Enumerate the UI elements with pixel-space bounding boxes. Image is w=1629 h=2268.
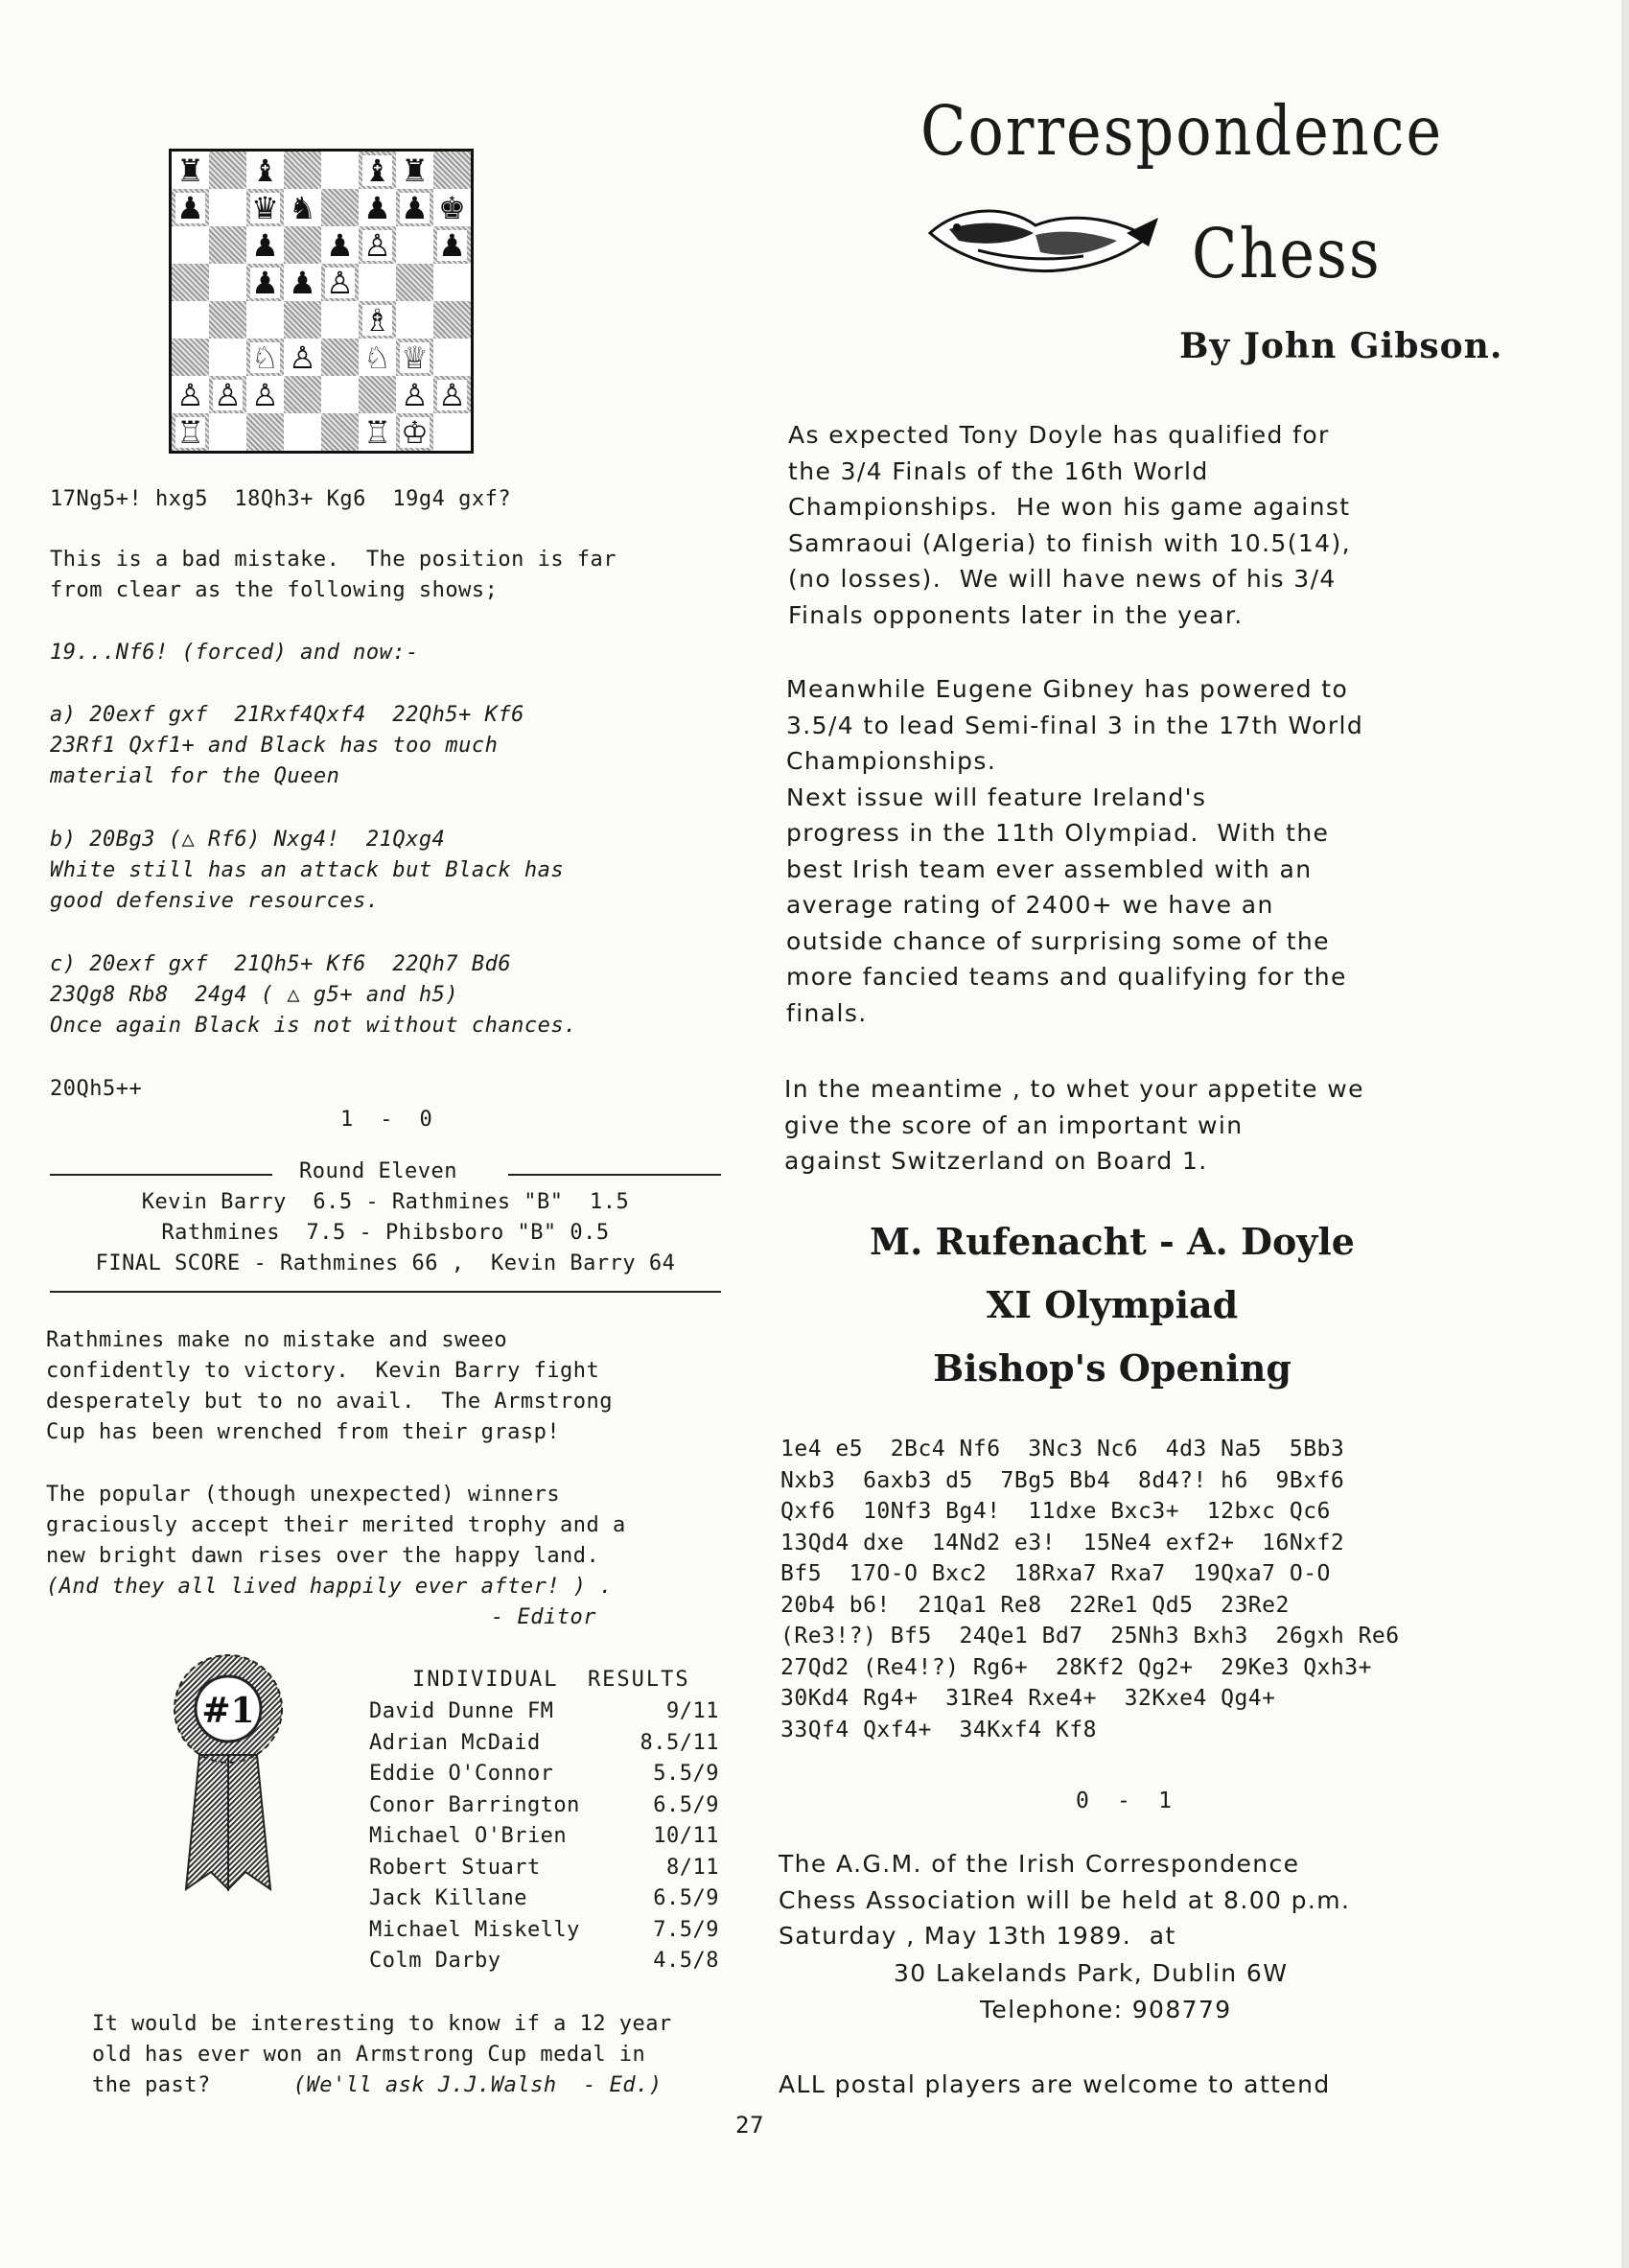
chess-piece-icon: ♙ xyxy=(214,376,242,413)
moves-line: 30Kd4 Rg4+ 31Re4 Rxe4+ 32Kxe4 Qg4+ xyxy=(780,1686,1276,1711)
result-name: Eddie O'Connor xyxy=(369,1762,554,1786)
chess-piece-icon: ♙ xyxy=(176,376,204,413)
game-heading xyxy=(786,1210,1438,1400)
analysis-intro xyxy=(50,545,617,606)
variation-c xyxy=(50,949,577,1041)
text-line: (no losses). We will have news of his 3/4 xyxy=(788,565,1337,593)
board-square xyxy=(359,413,396,451)
board-square xyxy=(433,189,471,226)
board-square xyxy=(284,413,321,451)
board-square xyxy=(209,339,246,376)
text-line: 23Rf1 Qxf1+ and Black has too much xyxy=(50,734,499,758)
moves-line: Bf5 17O-O Bxc2 18Rxa7 Rxa7 19Qxa7 O-O xyxy=(780,1561,1331,1586)
closing-line: ALL postal players are welcome to attend xyxy=(779,2070,1331,2098)
chess-piece-icon: ♟ xyxy=(251,226,279,264)
text-line: outside chance of surprising some of the xyxy=(786,926,1330,955)
board-square xyxy=(396,152,433,189)
board-square xyxy=(396,413,433,451)
forced-line: 19...Nf6! (forced) and now:- xyxy=(50,641,419,665)
text-line: Championships. xyxy=(786,747,997,775)
divider-left xyxy=(50,1174,272,1176)
result-name: Michael Miskelly xyxy=(369,1917,580,1942)
board-square xyxy=(359,264,396,301)
board-square xyxy=(284,301,321,339)
board-square xyxy=(284,152,321,189)
result-score: 6.5/9 xyxy=(653,1886,719,1910)
board-square xyxy=(321,301,359,339)
board-square xyxy=(433,152,471,189)
olympiad-paragraph xyxy=(786,671,1363,1031)
match-report xyxy=(46,1325,613,1448)
chess-piece-icon: ♜ xyxy=(401,152,429,189)
chess-piece-icon: ♜ xyxy=(176,152,204,189)
chess-piece-icon: ♟ xyxy=(438,226,466,264)
board-square xyxy=(396,189,433,226)
moves-line: 27Qd2 (Re4!?) Rg6+ 28Kf2 Qg2+ 29Ke3 Qxh3+ xyxy=(780,1654,1372,1680)
text-line: best Irish team ever assembled with an xyxy=(786,854,1313,883)
text-line: In the meantime , to whet your appetite we xyxy=(784,1075,1364,1103)
board-square xyxy=(321,339,359,376)
editor-note: (We'll ask J.J.Walsh - Ed.) xyxy=(292,2073,663,2097)
board-square xyxy=(359,301,396,339)
qualifying-paragraph xyxy=(788,417,1351,633)
board-square xyxy=(284,376,321,413)
board-square xyxy=(396,226,433,264)
appetite-paragraph xyxy=(784,1071,1364,1180)
text-line: average rating of 2400+ we have an xyxy=(786,891,1274,919)
moves-line: 1e4 e5 2Bc4 Nf6 3Nc3 Nc6 4d3 Na5 5Bb3 xyxy=(780,1437,1345,1461)
game-result: 1 - 0 xyxy=(340,1108,433,1132)
board-square xyxy=(209,301,246,339)
result-name: Robert Stuart xyxy=(369,1855,541,1880)
winners-paragraph xyxy=(46,1480,626,1602)
chess-piece-icon: ♘ xyxy=(251,339,279,376)
result-score: 6.5/9 xyxy=(653,1792,719,1817)
variation-b xyxy=(50,825,564,917)
text-line: Chess Association will be held at 8.00 p.m. xyxy=(779,1885,1351,1914)
board-square xyxy=(433,264,471,301)
board-square xyxy=(396,339,433,376)
moves-line: Nxb3 6axb3 d5 7Bg5 Bb4 8d4?! h6 9Bxf6 xyxy=(780,1467,1345,1493)
board-square xyxy=(396,301,433,339)
result-score: 4.5/8 xyxy=(653,1949,719,1973)
final-score-line: FINAL SCORE - Rathmines 66 , Kevin Barry 64 xyxy=(95,1251,676,1275)
board-square xyxy=(433,301,471,339)
text-line xyxy=(92,2070,672,2101)
board-square xyxy=(321,376,359,413)
result-score: 7.5/9 xyxy=(653,1917,719,1942)
moves-line: 33Qf4 Qxf4+ 34Kxf4 Kf8 xyxy=(780,1717,1097,1742)
results-title: INDIVIDUAL RESULTS xyxy=(412,1668,690,1692)
moves-line: 17Ng5+! hxg5 18Qh3+ Kg6 19g4 gxf? xyxy=(50,487,512,511)
text-line: the 3/4 Finals of the 16th World xyxy=(788,456,1209,485)
board-square xyxy=(172,226,209,264)
text-line: against Switzerland on Board 1. xyxy=(784,1147,1208,1175)
chess-piece-icon: ♚ xyxy=(438,189,466,226)
board-square xyxy=(321,264,359,301)
board-square xyxy=(284,226,321,264)
board-square xyxy=(209,226,246,264)
board-square xyxy=(321,152,359,189)
board-square xyxy=(284,264,321,301)
chess-piece-icon: ♖ xyxy=(176,413,204,451)
board-square xyxy=(209,376,246,413)
chess-piece-icon: ♗ xyxy=(363,301,391,339)
text-line: Samraoui (Algeria) to finish with 10.5(14), xyxy=(788,528,1351,557)
chess-piece-icon: ♟ xyxy=(251,264,279,301)
text-line: b) 20Bg3 (△ Rf6) Nxg4! 21Qxg4 xyxy=(50,828,446,852)
board-square xyxy=(172,301,209,339)
final-move: 20Qh5++ xyxy=(50,1077,143,1101)
text-line: new bright dawn rises over the happy land. xyxy=(46,1544,600,1568)
byline: By John Gibson. xyxy=(1179,326,1503,366)
chess-piece-icon: ♙ xyxy=(251,376,279,413)
chess-piece-icon: ♔ xyxy=(401,413,429,451)
board-square xyxy=(246,189,284,226)
text-line: (And they all lived happily ever after! ) . xyxy=(46,1575,614,1599)
moves-line: (Re3!?) Bf5 24Qe1 Bd7 25Nh3 Bxh3 26gxh Re6 xyxy=(780,1624,1400,1648)
board-square xyxy=(172,376,209,413)
chess-piece-icon: ♞ xyxy=(289,189,316,226)
text-line: 3.5/4 to lead Semi-final 3 in the 17th World xyxy=(786,711,1364,739)
agm-notice xyxy=(779,1846,1350,1954)
board-square xyxy=(246,339,284,376)
game-score xyxy=(780,1434,1400,1745)
board-square xyxy=(433,226,471,264)
agm-address: 30 Lakelands Park, Dublin 6W xyxy=(894,1959,1289,1987)
result-score: 9/11 xyxy=(666,1699,719,1723)
board-square xyxy=(284,189,321,226)
game-players: M. Rufenacht - A. Doyle xyxy=(870,1220,1355,1263)
score-line: Rathmines 7.5 - Phibsboro "B" 0.5 xyxy=(161,1221,610,1245)
chess-piece-icon: ♛ xyxy=(251,189,279,226)
chess-piece-icon: ♟ xyxy=(326,226,354,264)
score-line: Kevin Barry 6.5 - Rathmines "B" 1.5 xyxy=(141,1190,630,1214)
page-number: 27 xyxy=(735,2112,764,2139)
text-line: graciously accept their merited trophy and a xyxy=(46,1513,626,1537)
text-line: desperately but to no avail. The Armstrong xyxy=(46,1390,614,1414)
text-line: Next issue will feature Ireland's xyxy=(786,783,1207,811)
board-square xyxy=(433,376,471,413)
board-square xyxy=(321,189,359,226)
text-line: As expected Tony Doyle has qualified for xyxy=(788,421,1330,449)
text-line: from clear as the following shows; xyxy=(50,578,499,602)
rosette-label: #1 xyxy=(201,1691,255,1731)
result-name: Conor Barrington xyxy=(369,1792,580,1817)
result-name: Jack Killane xyxy=(369,1886,527,1910)
chess-piece-icon: ♟ xyxy=(176,189,204,226)
result-score: 10/11 xyxy=(653,1824,719,1848)
chess-piece-icon: ♖ xyxy=(363,413,391,451)
board-square xyxy=(246,413,284,451)
board-square xyxy=(396,264,433,301)
game-opening: Bishop's Opening xyxy=(933,1346,1292,1390)
chess-diagram xyxy=(169,149,474,454)
result-name: Michael O'Brien xyxy=(369,1824,568,1848)
text-line: progress in the 11th Olympiad. With the xyxy=(786,819,1330,847)
text-line: 23Qg8 Rb8 24g4 ( △ g5+ and h5) xyxy=(50,983,459,1007)
board-square xyxy=(246,301,284,339)
column-subtitle: Chess xyxy=(1192,213,1382,294)
moves-line: Qxf6 10Nf3 Bg4! 11dxe Bxc3+ 12bxc Qc6 xyxy=(780,1499,1331,1524)
board-square xyxy=(209,152,246,189)
text-line: White still has an attack but Black has xyxy=(50,858,565,882)
board-square xyxy=(246,226,284,264)
board-square xyxy=(246,264,284,301)
editor-signoff: - Editor xyxy=(491,1605,596,1629)
chess-piece-icon: ♙ xyxy=(289,339,316,376)
text-line: Meanwhile Eugene Gibney has powered to xyxy=(786,675,1349,703)
text-line: Finals opponents later in the year. xyxy=(788,600,1244,629)
chess-piece-icon: ♙ xyxy=(363,226,391,264)
board-square xyxy=(321,226,359,264)
chess-piece-icon: ♙ xyxy=(326,264,354,301)
chess-piece-icon: ♟ xyxy=(401,189,429,226)
question-text: the past? xyxy=(92,2073,211,2097)
chess-piece-icon: ♝ xyxy=(251,152,279,189)
result-score: 5.5/9 xyxy=(653,1762,719,1786)
chess-piece-icon: ♘ xyxy=(363,339,391,376)
text-line: material for the Queen xyxy=(50,764,340,788)
chess-piece-icon: ♟ xyxy=(289,264,316,301)
text-line: Championships. He won his game against xyxy=(788,493,1351,521)
board-square xyxy=(209,189,246,226)
result-score: 8/11 xyxy=(666,1855,719,1880)
result-name: Colm Darby xyxy=(369,1949,501,1973)
chess-piece-icon: ♙ xyxy=(401,376,429,413)
chess-piece-icon: ♝ xyxy=(363,152,391,189)
text-line: Rathmines make no mistake and sweeo xyxy=(46,1328,508,1352)
board-square xyxy=(246,152,284,189)
text-line: confidently to victory. Kevin Barry fight xyxy=(46,1359,600,1383)
board-square xyxy=(433,413,471,451)
closing-question xyxy=(92,2009,672,2101)
board-square xyxy=(209,264,246,301)
moves-line: 20b4 b6! 21Qa1 Re8 22Re1 Qd5 23Re2 xyxy=(780,1592,1290,1618)
round-title: Round Eleven xyxy=(299,1159,457,1183)
board-square xyxy=(172,189,209,226)
board-square xyxy=(359,226,396,264)
text-line: c) 20exf gxf 21Qh5+ Kf6 22Qh7 Bd6 xyxy=(50,952,512,976)
board-square xyxy=(172,413,209,451)
board-square xyxy=(172,264,209,301)
board-square xyxy=(359,339,396,376)
board-square xyxy=(433,339,471,376)
rosette-icon xyxy=(173,1649,288,1899)
chess-piece-icon: ♟ xyxy=(363,189,391,226)
moves-line: 13Qd4 dxe 14Nd2 e3! 15Ne4 exf2+ 16Nxf2 xyxy=(780,1530,1345,1555)
text-line: Once again Black is not without chances. xyxy=(50,1014,577,1038)
board-square xyxy=(321,413,359,451)
text-line: finals. xyxy=(786,998,868,1027)
board-square xyxy=(209,413,246,451)
text-line: a) 20exf gxf 21Rxf4Qxf4 22Qh5+ Kf6 xyxy=(50,703,524,727)
game-event: XI Olympiad xyxy=(986,1283,1239,1326)
board-square xyxy=(172,339,209,376)
chess-piece-icon: ♙ xyxy=(438,376,466,413)
chess-piece-icon: ♕ xyxy=(401,339,429,376)
round-scores xyxy=(50,1187,721,1279)
text-line: This is a bad mistake. The position is far xyxy=(50,548,617,572)
text-line: It would be interesting to know if a 12 year xyxy=(92,2012,672,2036)
board-square xyxy=(359,376,396,413)
text-line: more fancied teams and qualifying for the xyxy=(786,963,1347,991)
text-line: give the score of an important win xyxy=(784,1111,1244,1139)
variation-a xyxy=(50,700,524,792)
text-line: The popular (though unexpected) winners xyxy=(46,1483,561,1507)
page-edge xyxy=(1621,0,1629,2268)
column-title: Correspondence xyxy=(920,90,1444,172)
board-square xyxy=(246,376,284,413)
divider-right xyxy=(508,1174,721,1176)
text-line: good defensive resources. xyxy=(50,889,380,913)
result-name: David Dunne FM xyxy=(369,1699,554,1723)
text-line: old has ever won an Armstrong Cup medal in xyxy=(92,2043,646,2067)
divider-bottom xyxy=(50,1291,721,1293)
result-score: 8.5/11 xyxy=(640,1730,719,1755)
text-line: The A.G.M. of the Irish Correspondence xyxy=(779,1850,1300,1878)
text-line: Saturday , May 13th 1989. at xyxy=(779,1922,1176,1950)
agm-telephone: Telephone: 908779 xyxy=(980,1996,1232,2023)
text-line: Cup has been wrenched from their grasp! xyxy=(46,1420,561,1444)
bird-icon xyxy=(920,197,1160,292)
result-name: Adrian McDaid xyxy=(369,1730,541,1755)
board-square xyxy=(359,189,396,226)
board-square xyxy=(396,376,433,413)
board-square xyxy=(359,152,396,189)
board-square xyxy=(284,339,321,376)
game-result-right: 0 - 1 xyxy=(1076,1789,1173,1813)
board-square xyxy=(172,152,209,189)
